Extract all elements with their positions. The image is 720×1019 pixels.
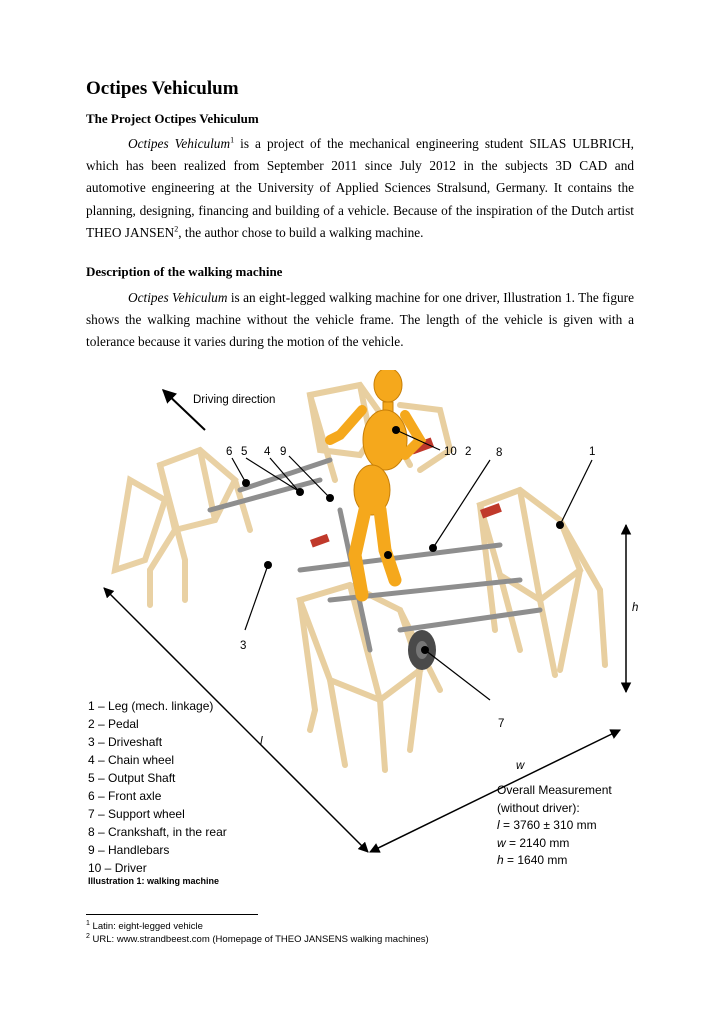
figure-legend — [88, 697, 227, 877]
dimension-h-label: h — [632, 602, 639, 614]
section-heading-project: The Project Octipes Vehiculum — [86, 111, 259, 126]
italic-project-name: Octipes Vehiculum — [128, 290, 228, 305]
callout-4: 4 — [264, 446, 271, 458]
legend-item: 7 – Support wheel — [88, 807, 185, 821]
callout-7: 7 — [498, 718, 505, 730]
dimension-l-label: l — [260, 736, 263, 748]
footnote-ref-1[interactable]: 1 — [230, 135, 235, 145]
measurement-length: l = 3760 ± 310 mm — [497, 818, 597, 832]
legend-item: 1 – Leg (mech. linkage) — [88, 699, 214, 713]
dimension-w-label: w — [516, 760, 525, 772]
legend-item: 4 – Chain wheel — [88, 753, 175, 767]
italic-project-name: Octipes Vehiculum — [128, 136, 231, 151]
legend-item: 6 – Front axle — [88, 789, 162, 803]
leg-linkage-front — [300, 585, 440, 770]
document-title: Octipes Vehiculum — [86, 78, 239, 99]
footnote-2: $^2$ URL: www.strandbeest.com (Homepage of THEO JANSENS walking machines) — [86, 932, 429, 945]
measurement-width: w = 2140 mm — [497, 835, 570, 850]
paragraph-project: Octipes Vehiculum$^1$ is a project of the mechanical engineering student SILAS ULBRICH, which has been realized from September 2011 since July 2012 in the subjects 3D CAD and automotive engineering at the University of Applied Sciences Stralsund, Germany. It contains the planning, designing, financing and building of a vehicle. Because of the inspiration of the Dutch artist THEO JANSEN$^2$, the author chose to build a walking machine. — [86, 135, 634, 240]
legend-item: 3 – Driveshaft — [88, 735, 163, 749]
paragraph-description: Octipes Vehiculum is an eight-legged walking machine for one driver, Illustration 1. The figure shows the walking machine without the vehicle frame. The length of the vehicle is given with a tolerance because it varies during the motion of the vehicle. — [86, 290, 634, 350]
callout-10: 10 — [444, 446, 457, 458]
footnote-1: $^1$ Latin: eight-legged vehicle — [86, 919, 203, 932]
callout-8: 8 — [496, 447, 503, 459]
legend-item: 2 – Pedal — [88, 717, 139, 731]
figure-caption: Illustration 1: walking machine — [88, 876, 220, 886]
callout-5: 5 — [241, 446, 248, 458]
callout-3: 3 — [240, 640, 247, 652]
leg-linkage-rear-left — [115, 450, 250, 605]
measurement-heading: Overall Measurement — [497, 783, 612, 797]
legend-item: 8 – Crankshaft, in the rear — [88, 825, 227, 839]
callout-6: 6 — [226, 446, 233, 458]
legend-item: 10 – Driver — [88, 861, 147, 875]
callout-9: 9 — [280, 446, 287, 458]
section-heading-description: Description of the walking machine — [86, 264, 283, 279]
overall-measurement — [497, 782, 612, 870]
callout-1: 1 — [589, 446, 596, 458]
legend-item: 9 – Handlebars — [88, 843, 170, 857]
callout-2: 2 — [465, 446, 472, 458]
legend-item: 5 – Output Shaft — [88, 771, 176, 785]
footnote-divider — [86, 914, 258, 915]
measurement-height: h = 1640 mm — [497, 853, 568, 867]
driving-direction-label: Driving direction — [193, 394, 276, 406]
footnote-ref-2[interactable]: 2 — [174, 224, 179, 234]
measurement-subheading: (without driver): — [497, 800, 580, 815]
